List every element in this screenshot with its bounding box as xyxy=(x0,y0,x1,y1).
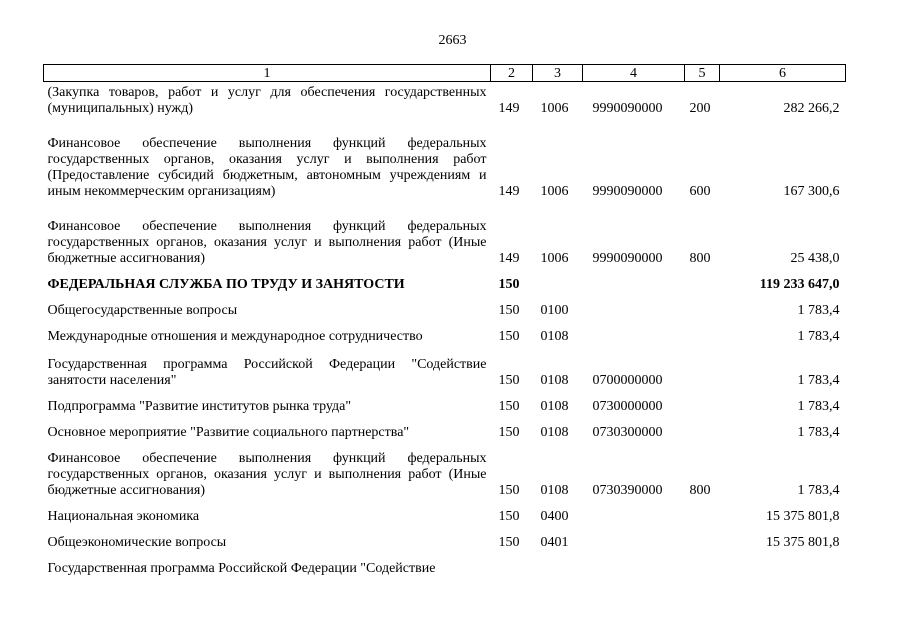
row-name: ФЕДЕРАЛЬНАЯ СЛУЖБА ПО ТРУДУ И ЗАНЯТОСТИ xyxy=(47,276,405,292)
row-section-code: 0108 xyxy=(540,328,569,344)
row-target-code xyxy=(583,293,685,319)
row-section-code: 0400 xyxy=(540,508,569,524)
row-section-code: 0401 xyxy=(540,534,569,550)
row-ministry-code: 149 xyxy=(498,250,520,266)
row-ministry-code: 150 xyxy=(498,508,520,524)
row-name: Общеэкономические вопросы xyxy=(47,534,227,550)
row-ministry-code: 149 xyxy=(498,100,520,116)
row-amount: 282 266,2 xyxy=(783,100,840,116)
row-target-code xyxy=(583,267,685,293)
row-ministry-code: 150 xyxy=(498,372,520,388)
column-header-3: 3 xyxy=(533,65,583,82)
row-ministry-code: 150 xyxy=(498,276,520,292)
row-target-code: 0730390000 xyxy=(592,482,663,498)
row-ministry-code xyxy=(491,551,533,577)
row-target-code xyxy=(583,551,685,577)
table-row xyxy=(44,200,846,267)
column-header-6: 6 xyxy=(720,65,846,82)
row-amount: 119 233 647,0 xyxy=(759,276,840,292)
row-target-code: 0730000000 xyxy=(592,398,663,414)
row-expense-type xyxy=(685,389,720,415)
row-section-code: 0100 xyxy=(540,302,569,318)
row-amount: 1 783,4 xyxy=(797,302,840,318)
row-expense-type xyxy=(685,345,720,389)
row-section-code xyxy=(533,551,583,577)
row-target-code: 0700000000 xyxy=(592,372,663,388)
row-ministry-code: 150 xyxy=(498,534,520,550)
row-name: (Закупка товаров, работ и услуг для обеспечения государственных (муниципальных) нужд) xyxy=(47,84,487,116)
table-row xyxy=(44,293,846,319)
row-amount: 1 783,4 xyxy=(797,328,840,344)
row-amount: 15 375 801,8 xyxy=(766,534,840,550)
table-row xyxy=(44,267,846,293)
row-name: Основное мероприятие "Развитие социального партнерства" xyxy=(47,424,410,440)
row-amount: 25 438,0 xyxy=(790,250,840,266)
table-row xyxy=(44,551,846,577)
row-name: Государственная программа Российской Федерации "Содействие занятости населения" xyxy=(47,356,487,388)
row-expense-type: 800 xyxy=(689,250,711,266)
table-row xyxy=(44,319,846,345)
row-expense-type xyxy=(685,415,720,441)
row-section-code xyxy=(533,267,583,293)
row-name: Международные отношения и международное сотрудничество xyxy=(47,328,423,344)
table-row xyxy=(44,499,846,525)
table-header xyxy=(44,65,846,82)
row-expense-type: 600 xyxy=(689,183,711,199)
row-expense-type: 800 xyxy=(689,482,711,498)
row-name: Финансовое обеспечение выполнения функций федеральных государственных органов, оказания услуг и выполнения работ (Иные бюджетные ассигнования) xyxy=(47,218,487,266)
row-name: Национальная экономика xyxy=(47,508,200,524)
row-section-code: 1006 xyxy=(540,250,569,266)
row-expense-type xyxy=(685,319,720,345)
row-name: Государственная программа Российской Федерации "Содействие xyxy=(47,560,436,576)
table-row xyxy=(44,415,846,441)
row-section-code: 0108 xyxy=(540,372,569,388)
column-header-1: 1 xyxy=(44,65,491,82)
row-name: Финансовое обеспечение выполнения функций федеральных государственных органов, оказания услуг и выполнения работ (Предоставление субсидий бюджетным, автономным учреждениям и иным некоммерческим организациям) xyxy=(47,135,487,199)
row-ministry-code: 150 xyxy=(498,482,520,498)
row-amount: 15 375 801,8 xyxy=(766,508,840,524)
budget-table xyxy=(43,64,846,577)
row-expense-type: 200 xyxy=(689,100,711,116)
row-target-code xyxy=(583,319,685,345)
row-expense-type xyxy=(685,525,720,551)
row-target-code: 9990090000 xyxy=(592,183,663,199)
row-amount: 1 783,4 xyxy=(797,398,840,414)
table-row xyxy=(44,525,846,551)
column-header-2: 2 xyxy=(491,65,533,82)
row-section-code: 0108 xyxy=(540,398,569,414)
row-expense-type xyxy=(685,499,720,525)
header-row xyxy=(44,65,846,82)
row-section-code: 1006 xyxy=(540,183,569,199)
row-ministry-code: 150 xyxy=(498,328,520,344)
row-amount xyxy=(720,551,846,577)
row-name: Общегосударственные вопросы xyxy=(47,302,238,318)
row-expense-type xyxy=(685,551,720,577)
row-target-code: 9990090000 xyxy=(592,250,663,266)
row-expense-type xyxy=(685,293,720,319)
row-target-code xyxy=(583,525,685,551)
page-number: 2663 xyxy=(438,33,467,48)
row-expense-type xyxy=(685,267,720,293)
row-amount: 167 300,6 xyxy=(783,183,840,199)
row-ministry-code: 150 xyxy=(498,424,520,440)
row-section-code: 0108 xyxy=(540,482,569,498)
column-header-4: 4 xyxy=(583,65,685,82)
table-body xyxy=(44,82,846,577)
row-section-code: 0108 xyxy=(540,424,569,440)
row-ministry-code: 150 xyxy=(498,398,520,414)
row-target-code: 9990090000 xyxy=(592,100,663,116)
column-header-5: 5 xyxy=(685,65,720,82)
row-section-code: 1006 xyxy=(540,100,569,116)
row-ministry-code: 150 xyxy=(498,302,520,318)
table-row xyxy=(44,345,846,389)
row-target-code xyxy=(583,499,685,525)
row-name: Подпрограмма "Развитие институтов рынка труда" xyxy=(47,398,352,414)
row-ministry-code: 149 xyxy=(498,183,520,199)
row-name: Финансовое обеспечение выполнения функций федеральных государственных органов, оказания услуг и выполнения работ (Иные бюджетные ассигнования) xyxy=(47,450,487,498)
table-row xyxy=(44,117,846,200)
row-amount: 1 783,4 xyxy=(797,482,840,498)
row-target-code: 0730300000 xyxy=(592,424,663,440)
row-amount: 1 783,4 xyxy=(797,424,840,440)
row-amount: 1 783,4 xyxy=(797,372,840,388)
table-row xyxy=(44,441,846,499)
table-row xyxy=(44,82,846,117)
table-row xyxy=(44,389,846,415)
